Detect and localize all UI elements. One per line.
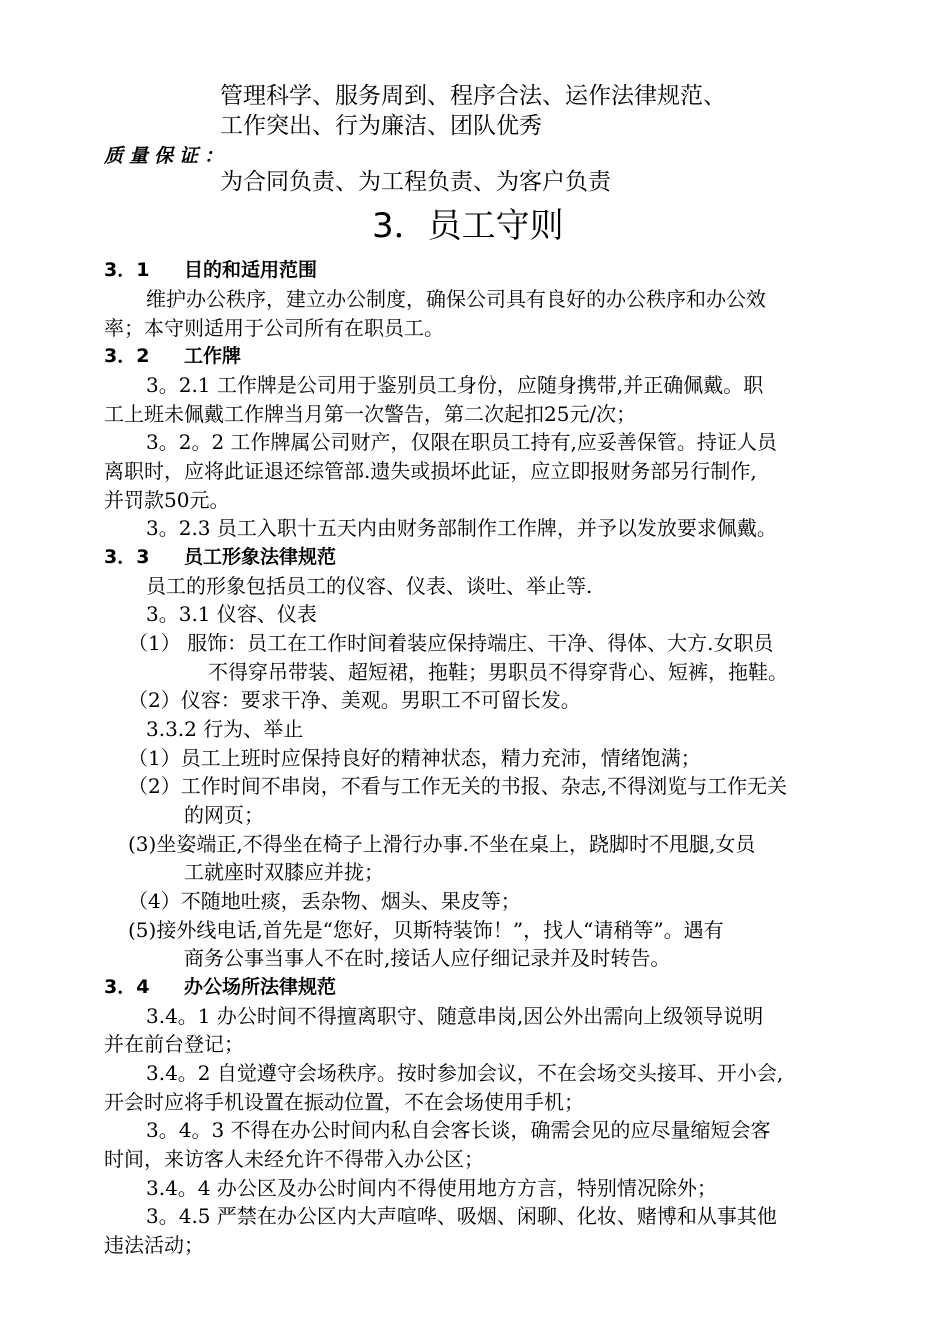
list-item: (3)坐姿端正,不得坐在椅子上滑行办事.不坐在桌上，跷脚时不甩腿,女员	[128, 832, 756, 856]
section-heading-3-4	[104, 973, 336, 1001]
paragraph-line: 率；本守则适用于公司所有在职员工。	[104, 316, 444, 340]
paragraph-line: 3。2.3 员工入职十五天内由财务部制作工作牌，并予以发放要求佩戴。	[146, 516, 777, 540]
list-item: （1）员工上班时应保持良好的精神状态，精力充沛，情绪饱满；	[128, 746, 701, 770]
intro-line-1: 管理科学、服务周到、程序合法、运作法律规范、	[220, 83, 726, 109]
section-number: 3．3	[104, 546, 150, 568]
paragraph-line: 3。4。3 不得在办公时间内私自会客长谈，确需会见的应尽量缩短会客	[146, 1118, 771, 1142]
paragraph-line: 3.4。2 自觉遵守会场秩序。按时参加会议，不在会场交头接耳、开小会,	[146, 1061, 784, 1085]
list-item: (5)接外线电话,首先是“您好，贝斯特装饰！”，找人“请稍等”。遇有	[128, 918, 724, 942]
list-item-continuation: 不得穿吊带装、超短裙，拖鞋；男职员不得穿背心、短裤，拖鞋。	[208, 660, 788, 684]
quality-text: 为合同负责、为工程负责、为客户负责	[220, 169, 611, 195]
subsection-heading: 3。3.1 仪容、仪表	[146, 602, 317, 626]
list-item: （1） 服饰：员工在工作时间着装应保持端庄、干净、得体、大方.女职员	[128, 631, 774, 655]
paragraph-line: 离职时，应将此证退还综管部.遗失或损坏此证，应立即报财务部另行制作,	[104, 459, 757, 483]
intro-line-2: 工作突出、行为廉洁、团队优秀	[220, 113, 542, 139]
paragraph-line: 3.4。1 办公时间不得擅离职守、随意串岗,因公外出需向上级领导说明	[146, 1004, 764, 1028]
section-heading-text: 员工形象法律规范	[184, 546, 337, 568]
paragraph-line: 3。2.1 工作牌是公司用于鉴别员工身份，应随身携带,并正确佩戴。职	[146, 373, 764, 397]
section-heading-text: 目的和适用范围	[184, 259, 318, 281]
section-number: 3．1	[104, 259, 150, 281]
section-heading-3-2	[104, 342, 241, 370]
quality-label: 质量保证：	[104, 145, 230, 167]
section-number: 3．2	[104, 345, 150, 367]
paragraph-line: 3。4.5 严禁在办公区内大声喧哗、吸烟、闲聊、化妆、赌博和从事其他	[146, 1204, 777, 1228]
subsection-heading: 3.3.2 行为、举止	[146, 717, 304, 741]
paragraph-line: 并罚款50元。	[104, 488, 230, 512]
section-number: 3．4	[104, 976, 150, 998]
paragraph-line: 员工的形象包括员工的仪容、仪表、谈吐、举止等.	[146, 574, 593, 598]
paragraph-line: 3.4。4 办公区及办公时间内不得使用地方方言，特别情况除外；	[146, 1176, 717, 1200]
section-heading-3-1	[104, 256, 317, 284]
paragraph-line: 违法活动；	[104, 1233, 204, 1257]
list-item: （2）仪容：要求干净、美观。男职工不可留长发。	[128, 688, 581, 712]
paragraph-line: 维护办公秩序，建立办公制度，确保公司具有良好的办公秩序和办公效	[146, 287, 766, 311]
paragraph-line: 3。2。2 工作牌属公司财产，仅限在职员工持有,应妥善保管。持证人员	[146, 430, 777, 454]
section-title: 3．员工守则	[372, 206, 564, 246]
section-heading-text: 办公场所法律规范	[184, 976, 337, 998]
list-item-continuation: 的网页；	[184, 803, 264, 827]
paragraph-line: 时间，来访客人未经允许不得带入办公区；	[104, 1147, 484, 1171]
list-item-continuation: 商务公事当事人不在时,接话人应仔细记录并及时转告。	[184, 946, 671, 970]
list-item-continuation: 工就座时双膝应并拢；	[184, 860, 384, 884]
paragraph-line: 并在前台登记；	[104, 1032, 244, 1056]
paragraph-line: 开会时应将手机设置在振动位置，不在会场使用手机；	[104, 1090, 584, 1114]
paragraph-line: 工上班未佩戴工作牌当月第一次警告，第二次起扣25元/次；	[104, 402, 637, 426]
section-heading-3-3	[104, 543, 336, 571]
list-item: （4）不随地吐痰，丢杂物、烟头、果皮等；	[128, 889, 521, 913]
section-heading-text: 工作牌	[184, 345, 242, 367]
list-item: （2）工作时间不串岗，不看与工作无关的书报、杂志,不得浏览与工作无关	[128, 774, 788, 798]
